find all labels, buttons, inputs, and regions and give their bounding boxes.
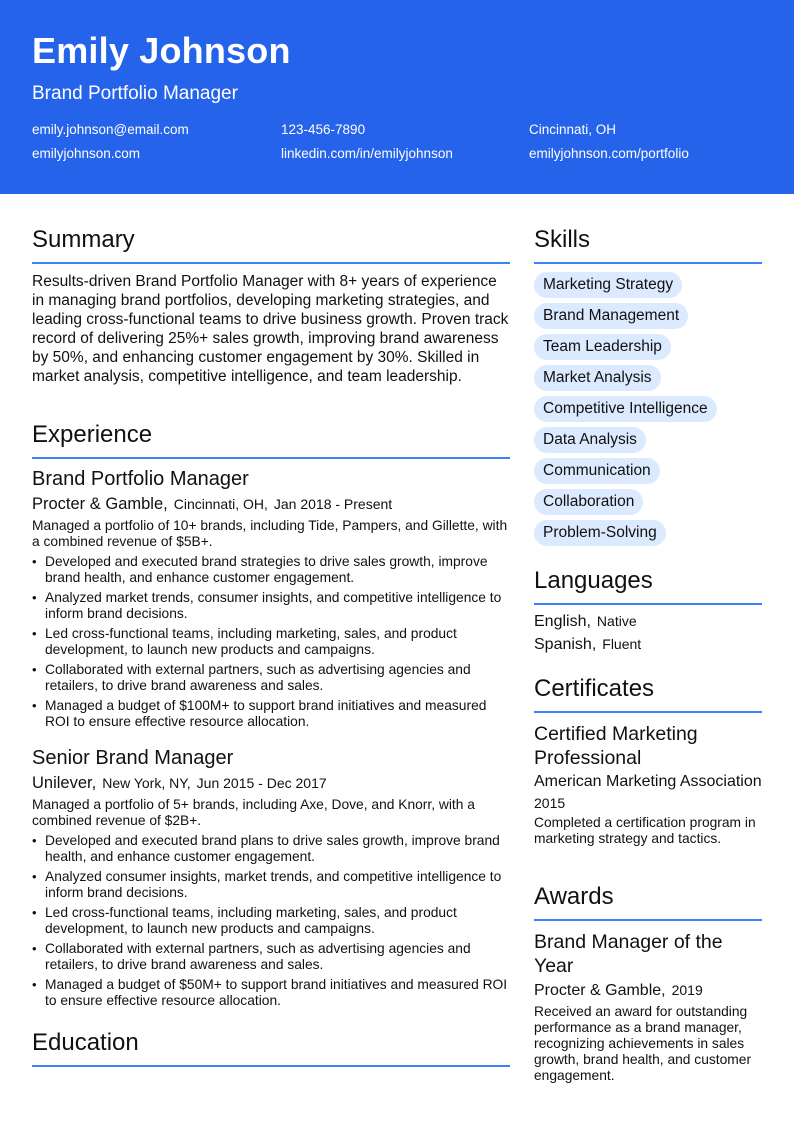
language-level: Fluent: [602, 636, 642, 652]
summary-text: Results-driven Brand Portfolio Manager with 8+ years of experience in managing brand portfolios, developing marketing strategies, and leading cross-functional teams to drive business growth. Proven track record of delivering 25%+ sales growth, improving brand awareness by 50%, and enhancing customer engagement by 30%. Skilled in market analysis, competitive intelligence, and team leadership.: [32, 273, 509, 385]
education-heading: Education: [32, 1029, 139, 1056]
award-item: [534, 930, 762, 1084]
contact-phone[interactable]: 123-456-7890: [281, 122, 366, 137]
certificate-issuer: American Marketing Association: [534, 773, 762, 790]
certificate-year: 2015: [534, 795, 566, 811]
job-bullet: • Developed and executed brand plans to drive sales growth, improve brand health, and enhance customer engagement.: [32, 833, 510, 865]
job-bullet: • Analyzed market trends, consumer insights, and competitive intelligence to inform brand decisions.: [32, 590, 510, 622]
skill-chip: Marketing Strategy: [534, 272, 682, 298]
job-bullet: • Led cross-functional teams, including marketing, sales, and product development, to launch new products and campaigns.: [32, 905, 510, 937]
job-dates: Jan 2018 - Present: [273, 496, 393, 512]
job-bullet: • Developed and executed brand strategies to drive sales growth, improve brand health, and enhance customer engagement.: [32, 554, 510, 586]
job-bullet: • Led cross-functional teams, including marketing, sales, and product development, to launch new products and campaigns.: [32, 626, 510, 658]
job-bullets: [32, 833, 510, 1009]
resume-header: [0, 0, 794, 194]
awards-divider: [534, 919, 762, 921]
job-bullets: [32, 554, 510, 730]
skill-chip: Market Analysis: [534, 365, 661, 391]
languages-divider: [534, 603, 762, 605]
job-meta: [32, 774, 510, 793]
job-location: Cincinnati, OH,: [173, 496, 268, 512]
summary-heading: Summary: [32, 226, 135, 253]
job-bullet: • Managed a budget of $100M+ to support brand initiatives and measured ROI to ensure effective resource allocation.: [32, 698, 510, 730]
language-name: English,: [534, 613, 591, 630]
certificates-heading: Certificates: [534, 675, 655, 702]
job-bullet: • Collaborated with external partners, such as advertising agencies and retailers, to drive brand awareness and sales.: [32, 662, 510, 694]
award-year: 2019: [671, 982, 703, 998]
job-description: Managed a portfolio of 5+ brands, including Axe, Dove, and Knorr, with a combined revenue of $2B+.: [32, 797, 475, 828]
experience-divider: [32, 457, 510, 459]
skill-chip: Brand Management: [534, 303, 688, 329]
skills-divider: [534, 262, 762, 264]
education-divider: [32, 1065, 510, 1067]
job-bullet: • Analyzed consumer insights, market trends, and competitive intelligence to inform brand decisions.: [32, 869, 510, 901]
skills-heading: Skills: [534, 226, 591, 253]
job-location: New York, NY,: [102, 775, 191, 791]
job-description: Managed a portfolio of 10+ brands, including Tide, Pampers, and Gillette, with a combined revenue of $5B+.: [32, 518, 508, 549]
award-name: Brand Manager of the Year: [534, 931, 723, 977]
contact-email[interactable]: emily.johnson@email.com: [32, 122, 189, 137]
job-company: Procter & Gamble,: [32, 495, 168, 513]
job-bullet: • Collaborated with external partners, such as advertising agencies and retailers, to drive brand awareness and sales.: [32, 941, 510, 973]
job-title: Senior Brand Manager: [32, 747, 234, 769]
skill-chip: Team Leadership: [534, 334, 671, 360]
award-issuer: Procter & Gamble,: [534, 982, 666, 999]
languages-list: [534, 613, 762, 659]
language-name: Spanish,: [534, 636, 597, 653]
contact-portfolio[interactable]: emilyjohnson.com/portfolio: [529, 146, 689, 161]
job-title: Brand Portfolio Manager: [32, 468, 249, 490]
skill-chip: Problem-Solving: [534, 520, 666, 546]
awards-heading: Awards: [534, 883, 614, 910]
candidate-role: Brand Portfolio Manager: [32, 83, 238, 104]
experience-item: [32, 468, 510, 734]
skill-chip: Data Analysis: [534, 427, 646, 453]
contact-website[interactable]: emilyjohnson.com: [32, 146, 141, 161]
languages-heading: Languages: [534, 567, 653, 594]
contact-linkedin[interactable]: linkedin.com/in/emilyjohnson: [281, 146, 453, 161]
job-company: Unilever,: [32, 774, 97, 792]
language-item: [534, 636, 762, 659]
certificate-name: Certified Marketing Professional: [534, 723, 698, 769]
certificate-description: Completed a certification program in marketing strategy and tactics.: [534, 815, 756, 846]
contact-location: Cincinnati, OH: [529, 122, 617, 137]
job-dates: Jun 2015 - Dec 2017: [196, 775, 327, 791]
award-description: Received an award for outstanding performance as a brand manager, recognizing achievements in sales growth, brand health, and customer engagement.: [534, 1004, 752, 1083]
skill-chip: Collaboration: [534, 489, 643, 515]
experience-item: [32, 747, 510, 1013]
award-meta: [534, 981, 762, 1000]
skills-list: [534, 272, 762, 551]
job-meta: [32, 495, 510, 514]
language-level: Native: [596, 613, 637, 629]
summary-divider: [32, 262, 510, 264]
candidate-name: Emily Johnson: [32, 30, 291, 71]
job-bullet: • Managed a budget of $50M+ to support brand initiatives and measured ROI to ensure effective resource allocation.: [32, 977, 510, 1009]
certificate-item: [534, 722, 762, 847]
language-item: [534, 613, 762, 636]
experience-heading: Experience: [32, 421, 153, 448]
certificates-divider: [534, 711, 762, 713]
skill-chip: Communication: [534, 458, 660, 484]
skill-chip: Competitive Intelligence: [534, 396, 717, 422]
